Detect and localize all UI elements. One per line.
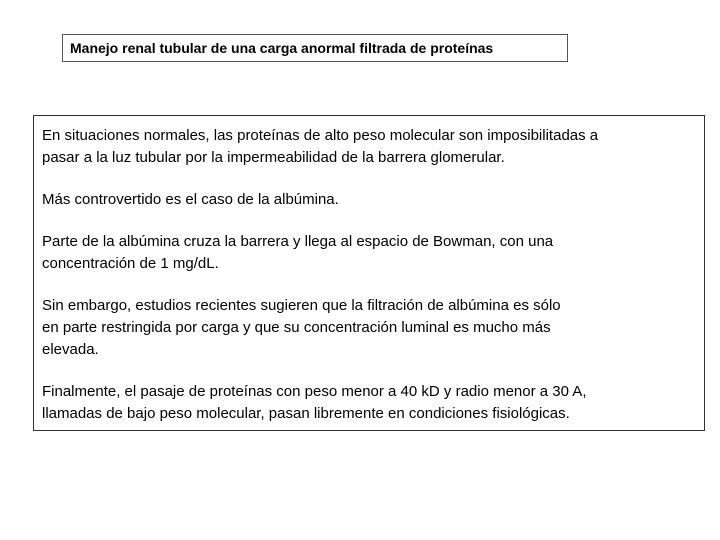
paragraph-albumin-bowman — [42, 231, 696, 275]
paragraph-albumin-controversy — [42, 189, 696, 211]
paragraph-line: pasar a la luz tubular por la impermeabilidad de la barrera glomerular. — [42, 149, 505, 166]
paragraph-line: Más controvertido es el caso de la albúmina. — [42, 191, 339, 208]
paragraph-normal-conditions — [42, 125, 696, 169]
slide-title: Manejo renal tubular de una carga anormal filtrada de proteínas — [62, 34, 568, 62]
paragraph-line: En situaciones normales, las proteínas de alto peso molecular son imposibilitadas a — [42, 127, 599, 144]
paragraph-line: elevada. — [42, 341, 99, 358]
paragraph-line: en parte restringida por carga y que su concentración luminal es mucho más — [42, 319, 551, 336]
content-box — [33, 115, 705, 431]
paragraph-line: Sin embargo, estudios recientes sugieren que la filtración de albúmina es sólo — [42, 297, 561, 314]
paragraph-low-molecular-weight — [42, 381, 696, 425]
paragraph-line: concentración de 1 mg/dL. — [42, 255, 219, 272]
paragraph-line: Parte de la albúmina cruza la barrera y llega al espacio de Bowman, con una — [42, 233, 554, 250]
paragraph-line: Finalmente, el pasaje de proteínas con peso menor a 40 kD y radio menor a 30 A, — [42, 383, 587, 400]
paragraph-recent-studies — [42, 295, 696, 361]
paragraph-line: llamadas de bajo peso molecular, pasan libremente en condiciones fisiológicas. — [42, 405, 570, 422]
